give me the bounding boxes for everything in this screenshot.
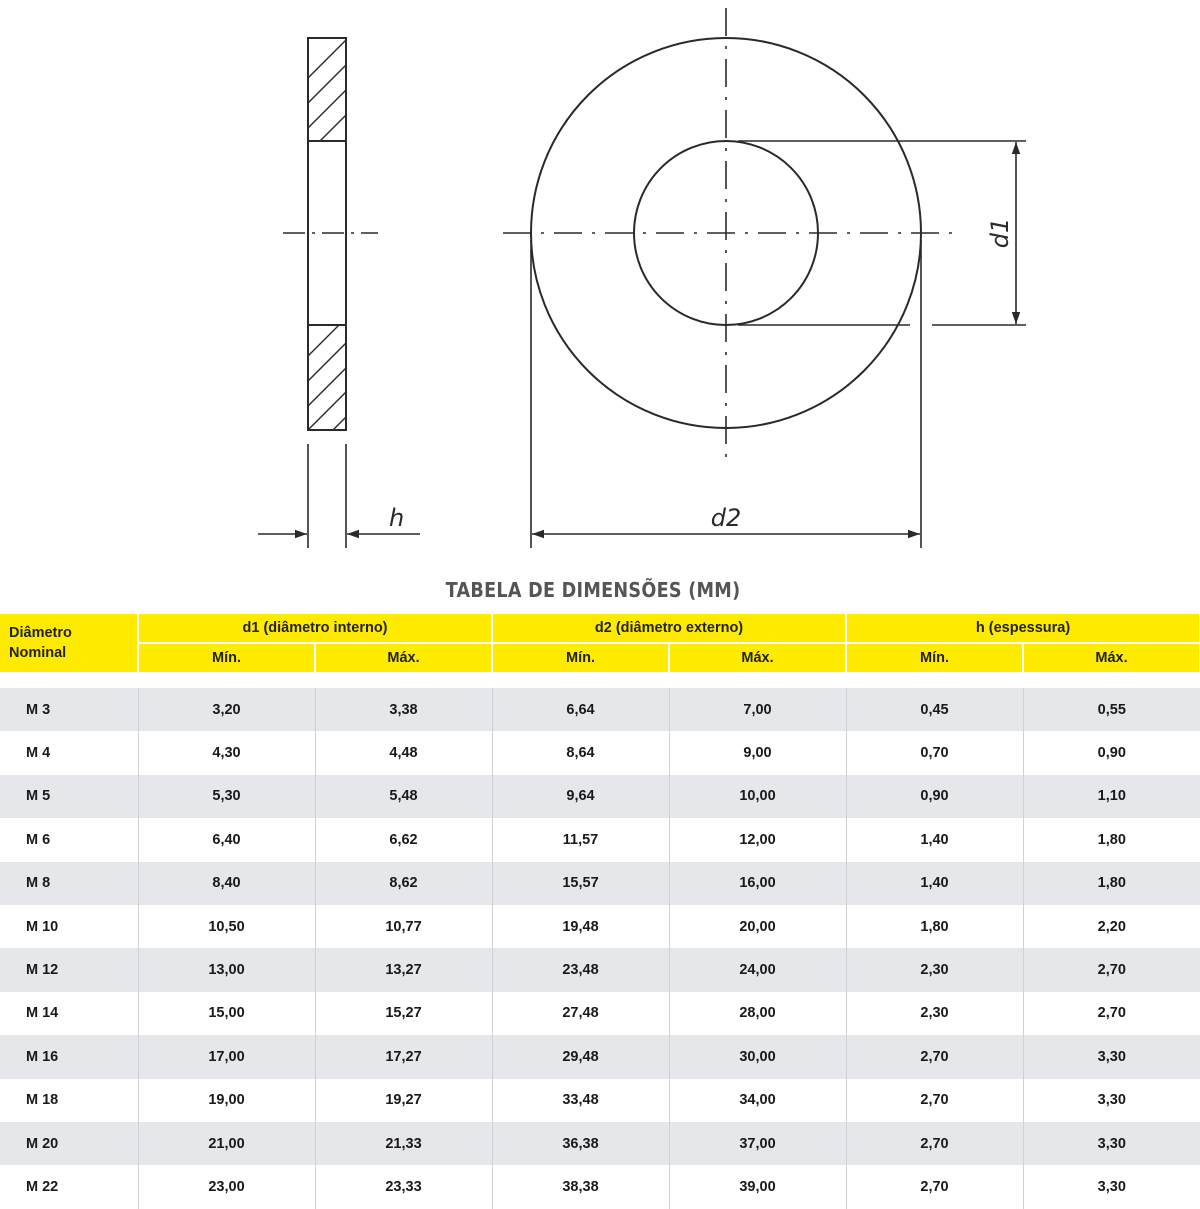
cell-d1-min: 23,00 [138, 1165, 315, 1208]
cell-d2-min: 8,64 [492, 731, 669, 774]
cell-d1-min: 15,00 [138, 992, 315, 1035]
table-row [0, 1122, 1200, 1165]
cell-h-max: 3,30 [1023, 1079, 1200, 1122]
header-d2-max: Máx. [669, 643, 846, 673]
cell-nominal: M 20 [0, 1122, 138, 1165]
cell-h-max: 1,10 [1023, 775, 1200, 818]
cell-h-max: 3,30 [1023, 1165, 1200, 1208]
cell-h-max: 2,70 [1023, 948, 1200, 991]
header-d1-min: Mín. [138, 643, 315, 673]
cell-d1-max: 3,38 [315, 688, 492, 731]
cell-d2-min: 27,48 [492, 992, 669, 1035]
cell-nominal: M 14 [0, 992, 138, 1035]
cell-h-min: 0,70 [846, 731, 1023, 774]
cell-d2-max: 30,00 [669, 1035, 846, 1078]
cell-d1-max: 23,33 [315, 1165, 492, 1208]
cell-nominal: M 5 [0, 775, 138, 818]
cell-d1-min: 6,40 [138, 818, 315, 861]
cell-d1-min: 21,00 [138, 1122, 315, 1165]
cell-h-max: 3,30 [1023, 1122, 1200, 1165]
cell-h-max: 0,55 [1023, 688, 1200, 731]
table-row [0, 1165, 1200, 1208]
table-body [0, 673, 1200, 1209]
d2-label: d2 [710, 504, 742, 532]
cell-d2-max: 9,00 [669, 731, 846, 774]
table-row [0, 1079, 1200, 1122]
h-label: h [389, 504, 405, 532]
washer-side-section-view [258, 38, 420, 548]
cell-nominal: M 10 [0, 905, 138, 948]
cell-d2-max: 16,00 [669, 862, 846, 905]
cell-d2-min: 38,38 [492, 1165, 669, 1208]
cell-nominal: M 12 [0, 948, 138, 991]
cell-d1-min: 4,30 [138, 731, 315, 774]
header-nominal-line2: Nominal [9, 645, 67, 661]
table-row [0, 992, 1200, 1035]
cell-d1-min: 10,50 [138, 905, 315, 948]
washer-technical-drawing [0, 0, 1200, 575]
cell-nominal: M 4 [0, 731, 138, 774]
table-row [0, 862, 1200, 905]
cell-d2-min: 19,48 [492, 905, 669, 948]
cell-h-min: 2,30 [846, 948, 1023, 991]
cell-d1-max: 6,62 [315, 818, 492, 861]
cell-h-min: 0,45 [846, 688, 1023, 731]
cell-d2-min: 33,48 [492, 1079, 669, 1122]
cell-d2-min: 15,57 [492, 862, 669, 905]
cell-d1-min: 17,00 [138, 1035, 315, 1078]
cell-d1-max: 8,62 [315, 862, 492, 905]
cell-d2-max: 28,00 [669, 992, 846, 1035]
cell-h-min: 2,70 [846, 1079, 1023, 1122]
cell-d2-max: 12,00 [669, 818, 846, 861]
cell-h-max: 2,20 [1023, 905, 1200, 948]
cell-h-max: 3,30 [1023, 1035, 1200, 1078]
cell-h-min: 1,40 [846, 862, 1023, 905]
cell-d1-max: 17,27 [315, 1035, 492, 1078]
cell-d2-max: 37,00 [669, 1122, 846, 1165]
header-h-min: Mín. [846, 643, 1023, 673]
cell-d2-max: 34,00 [669, 1079, 846, 1122]
header-d2: d2 (diâmetro externo) [492, 614, 846, 643]
cell-h-min: 2,70 [846, 1122, 1023, 1165]
cell-d2-min: 6,64 [492, 688, 669, 731]
cell-h-min: 2,70 [846, 1035, 1023, 1078]
cell-d2-min: 29,48 [492, 1035, 669, 1078]
cell-d1-max: 5,48 [315, 775, 492, 818]
cell-d1-max: 10,77 [315, 905, 492, 948]
cell-nominal: M 6 [0, 818, 138, 861]
cell-nominal: M 8 [0, 862, 138, 905]
cell-d1-min: 19,00 [138, 1079, 315, 1122]
cell-h-min: 0,90 [846, 775, 1023, 818]
header-h: h (espessura) [846, 614, 1200, 643]
cell-d2-min: 36,38 [492, 1122, 669, 1165]
hatch-bottom [308, 325, 346, 430]
cell-h-min: 1,80 [846, 905, 1023, 948]
cell-d2-min: 23,48 [492, 948, 669, 991]
washer-front-view [503, 8, 1026, 548]
header-nominal-diameter [0, 614, 138, 673]
header-d2-min: Mín. [492, 643, 669, 673]
cell-nominal: M 3 [0, 688, 138, 731]
cell-h-max: 1,80 [1023, 818, 1200, 861]
table-row [0, 818, 1200, 861]
cell-d2-max: 20,00 [669, 905, 846, 948]
cell-d1-min: 5,30 [138, 775, 315, 818]
hatch-top [308, 40, 346, 141]
cell-d2-max: 10,00 [669, 775, 846, 818]
cell-nominal: M 18 [0, 1079, 138, 1122]
header-nominal-line1: Diâmetro [9, 625, 72, 641]
cell-nominal: M 16 [0, 1035, 138, 1078]
cell-d2-max: 24,00 [669, 948, 846, 991]
cell-h-min: 2,70 [846, 1165, 1023, 1208]
header-d1-max: Máx. [315, 643, 492, 673]
header-h-max: Máx. [1023, 643, 1200, 673]
cell-d2-max: 39,00 [669, 1165, 846, 1208]
cell-d2-max: 7,00 [669, 688, 846, 731]
cell-d1-min: 8,40 [138, 862, 315, 905]
cell-d1-max: 15,27 [315, 992, 492, 1035]
cell-h-max: 0,90 [1023, 731, 1200, 774]
cell-d1-max: 13,27 [315, 948, 492, 991]
table-row [0, 905, 1200, 948]
table-title: TABELA DE DIMENSÕES (MM) [445, 578, 741, 602]
cell-d1-max: 21,33 [315, 1122, 492, 1165]
table-row [0, 948, 1200, 991]
cell-d2-min: 9,64 [492, 775, 669, 818]
cell-h-min: 1,40 [846, 818, 1023, 861]
cell-d1-min: 3,20 [138, 688, 315, 731]
cell-h-max: 2,70 [1023, 992, 1200, 1035]
cell-d2-min: 11,57 [492, 818, 669, 861]
table-row [0, 688, 1200, 731]
cell-d1-max: 4,48 [315, 731, 492, 774]
cell-d1-min: 13,00 [138, 948, 315, 991]
table-row [0, 731, 1200, 774]
cell-h-max: 1,80 [1023, 862, 1200, 905]
table-row [0, 1035, 1200, 1078]
cell-nominal: M 22 [0, 1165, 138, 1208]
cell-d1-max: 19,27 [315, 1079, 492, 1122]
table-row [0, 775, 1200, 818]
cell-h-min: 2,30 [846, 992, 1023, 1035]
header-d1: d1 (diâmetro interno) [138, 614, 492, 643]
dimensions-table [0, 614, 1200, 1209]
d1-label: d1 [986, 217, 1014, 249]
